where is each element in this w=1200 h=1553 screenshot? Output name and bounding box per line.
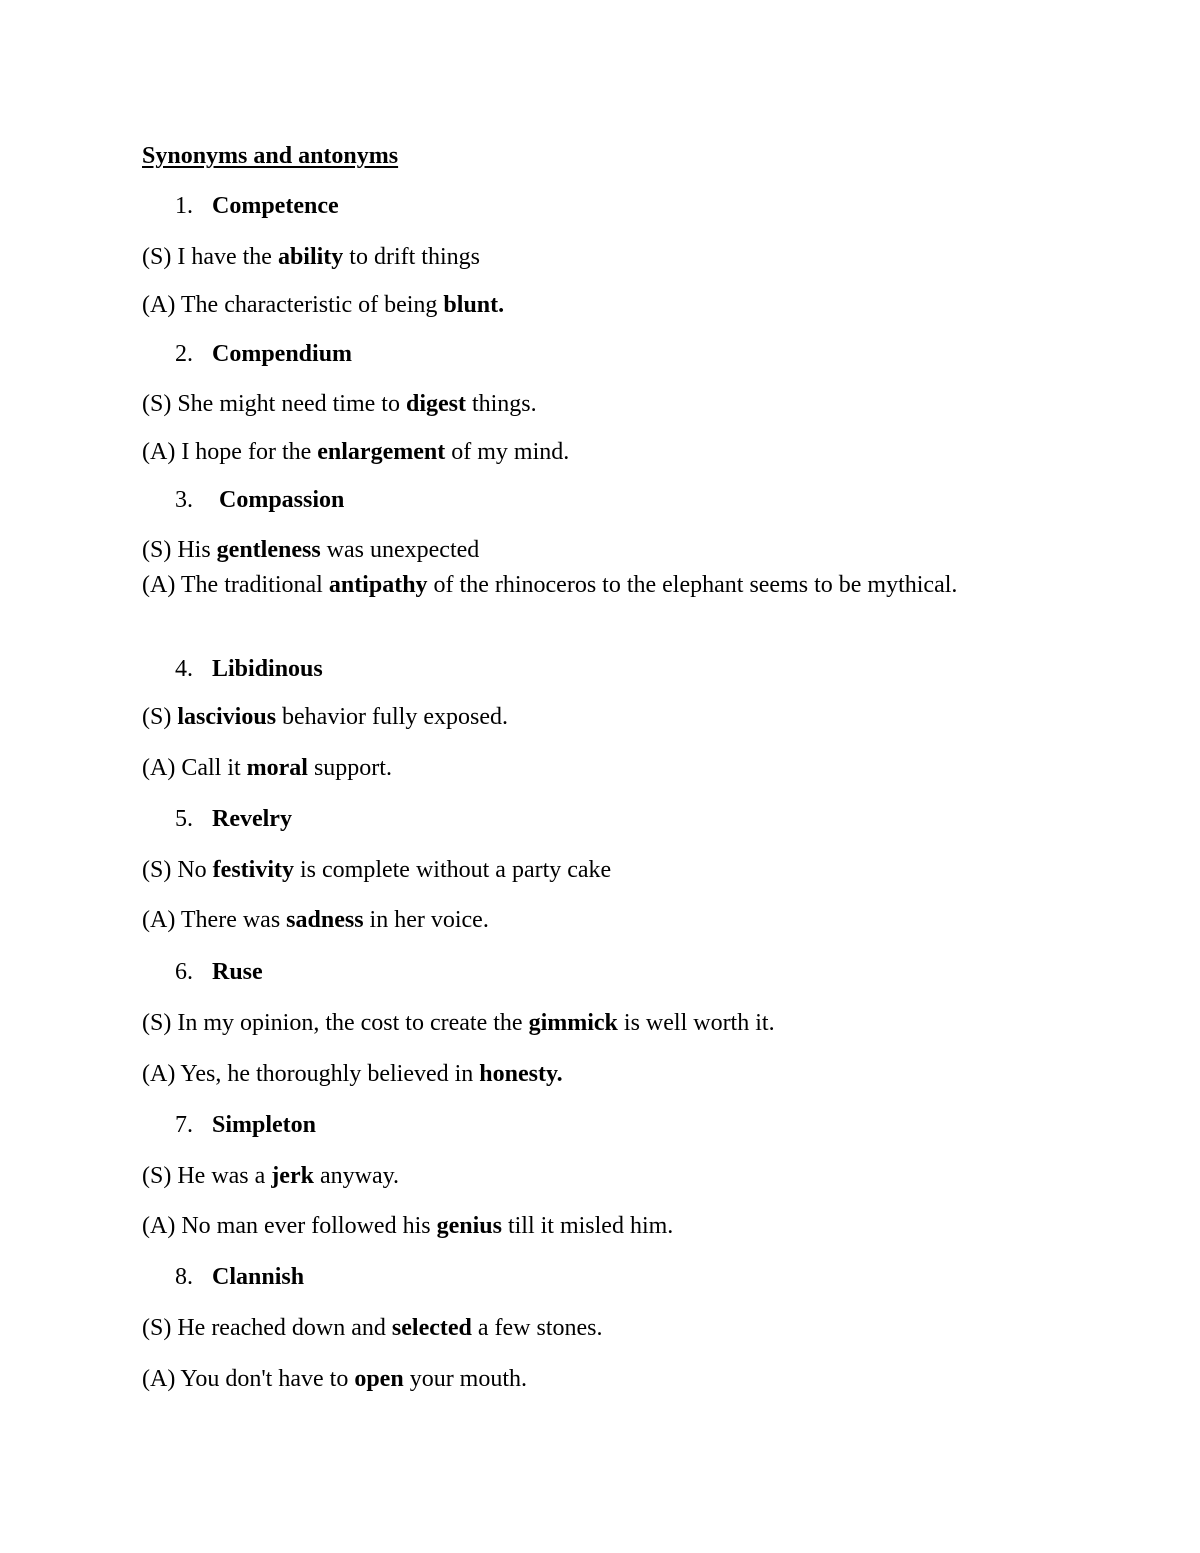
sentence-text: (S) His — [142, 537, 217, 563]
term-word: Compendium — [212, 341, 353, 367]
sentence-text: (A) There was — [142, 907, 287, 933]
term-number: 8. — [175, 1264, 193, 1290]
term-number: 2. — [175, 341, 193, 367]
sentence-text: in her voice. — [363, 907, 489, 933]
sentence-text: (S) She might need time to — [142, 391, 406, 417]
antonym-sentence — [142, 1061, 563, 1088]
term-word: Simpleton — [212, 1112, 317, 1138]
antonym-sentence — [142, 755, 392, 782]
sentence-text: (A) Call it — [142, 755, 247, 781]
term-number: 7. — [175, 1112, 193, 1138]
term-word: Clannish — [212, 1264, 305, 1290]
keyword: ability — [277, 244, 344, 270]
antonym-sentence — [142, 439, 569, 466]
antonym-sentence — [142, 292, 504, 319]
sentence-text: of the rhinoceros to the elephant seems to be mythical. — [427, 572, 958, 598]
sentence-text: (S) No — [142, 857, 213, 883]
sentence-text: is complete without a party cake — [293, 857, 612, 883]
term-word: Libidinous — [212, 656, 323, 682]
synonym-sentence — [142, 704, 508, 731]
sentence-text: of my mind. — [445, 439, 570, 465]
keyword: blunt. — [443, 292, 505, 318]
sentence-text: (S) He was a — [142, 1163, 272, 1189]
sentence-text: to drift things — [343, 244, 480, 270]
sentence-text: things. — [465, 391, 537, 417]
keyword: gentleness — [216, 537, 321, 563]
keyword: jerk — [271, 1163, 314, 1189]
antonym-sentence — [142, 1366, 527, 1393]
term-heading — [175, 341, 352, 368]
keyword: enlargement — [317, 439, 446, 465]
term-heading — [175, 806, 292, 833]
sentence-text: a few stones. — [471, 1315, 603, 1341]
sentence-text: support. — [307, 755, 392, 781]
term-heading — [175, 193, 339, 220]
sentence-text: till it misled him. — [501, 1213, 674, 1239]
synonym-sentence — [142, 391, 537, 418]
sentence-text: behavior fully exposed. — [276, 704, 508, 730]
sentence-text: (S) — [142, 704, 178, 730]
term-word: Compassion — [219, 487, 345, 513]
antonym-sentence — [142, 567, 982, 603]
term-number: 3. — [175, 487, 193, 513]
sentence-text: was unexpected — [320, 537, 480, 563]
synonym-sentence — [142, 857, 611, 884]
term-word: Competence — [212, 193, 339, 219]
sentence-text: (A) The characteristic of being — [142, 292, 444, 318]
keyword: gimmick — [528, 1010, 618, 1036]
synonym-sentence — [142, 244, 480, 271]
keyword: open — [354, 1366, 404, 1392]
sentence-text: (A) Yes, he thoroughly believed in — [142, 1061, 480, 1087]
keyword: digest — [405, 391, 466, 417]
sentence-text: (S) In my opinion, the cost to create the — [142, 1010, 529, 1036]
sentence-text: is well worth it. — [617, 1010, 775, 1036]
term-heading — [175, 1264, 304, 1291]
sentence-text: your mouth. — [403, 1366, 528, 1392]
keyword: honesty. — [479, 1061, 563, 1087]
synonym-sentence — [142, 537, 479, 564]
term-heading — [175, 1112, 316, 1139]
term-number: 5. — [175, 806, 193, 832]
sentence-text: (S) I have the — [142, 244, 278, 270]
term-number: 4. — [175, 656, 193, 682]
keyword: selected — [391, 1315, 472, 1341]
sentence-text: anyway. — [313, 1163, 400, 1189]
keyword: antipathy — [328, 572, 428, 598]
keyword: genius — [436, 1213, 502, 1239]
term-number: 1. — [175, 193, 193, 219]
term-heading — [175, 656, 323, 683]
term-word: Revelry — [212, 806, 292, 832]
keyword: moral — [246, 755, 308, 781]
synonym-sentence — [142, 1010, 775, 1037]
synonym-sentence — [142, 1163, 399, 1190]
sentence-text: (S) He reached down and — [142, 1315, 392, 1341]
term-number: 6. — [175, 959, 193, 985]
sentence-text: (A) You don't have to — [142, 1366, 355, 1392]
synonym-sentence — [142, 1315, 603, 1342]
sentence-text: (A) No man ever followed his — [142, 1213, 437, 1239]
term-heading — [175, 959, 263, 986]
term-heading — [175, 487, 344, 514]
keyword: lascivious — [177, 704, 277, 730]
document-title: Synonyms and antonyms — [142, 143, 399, 169]
keyword: sadness — [286, 907, 364, 933]
sentence-text: (A) I hope for the — [142, 439, 318, 465]
antonym-sentence — [142, 1213, 673, 1240]
keyword: festivity — [212, 857, 294, 883]
term-word: Ruse — [212, 959, 263, 985]
antonym-sentence — [142, 907, 489, 934]
sentence-text: (A) The traditional — [142, 572, 329, 598]
